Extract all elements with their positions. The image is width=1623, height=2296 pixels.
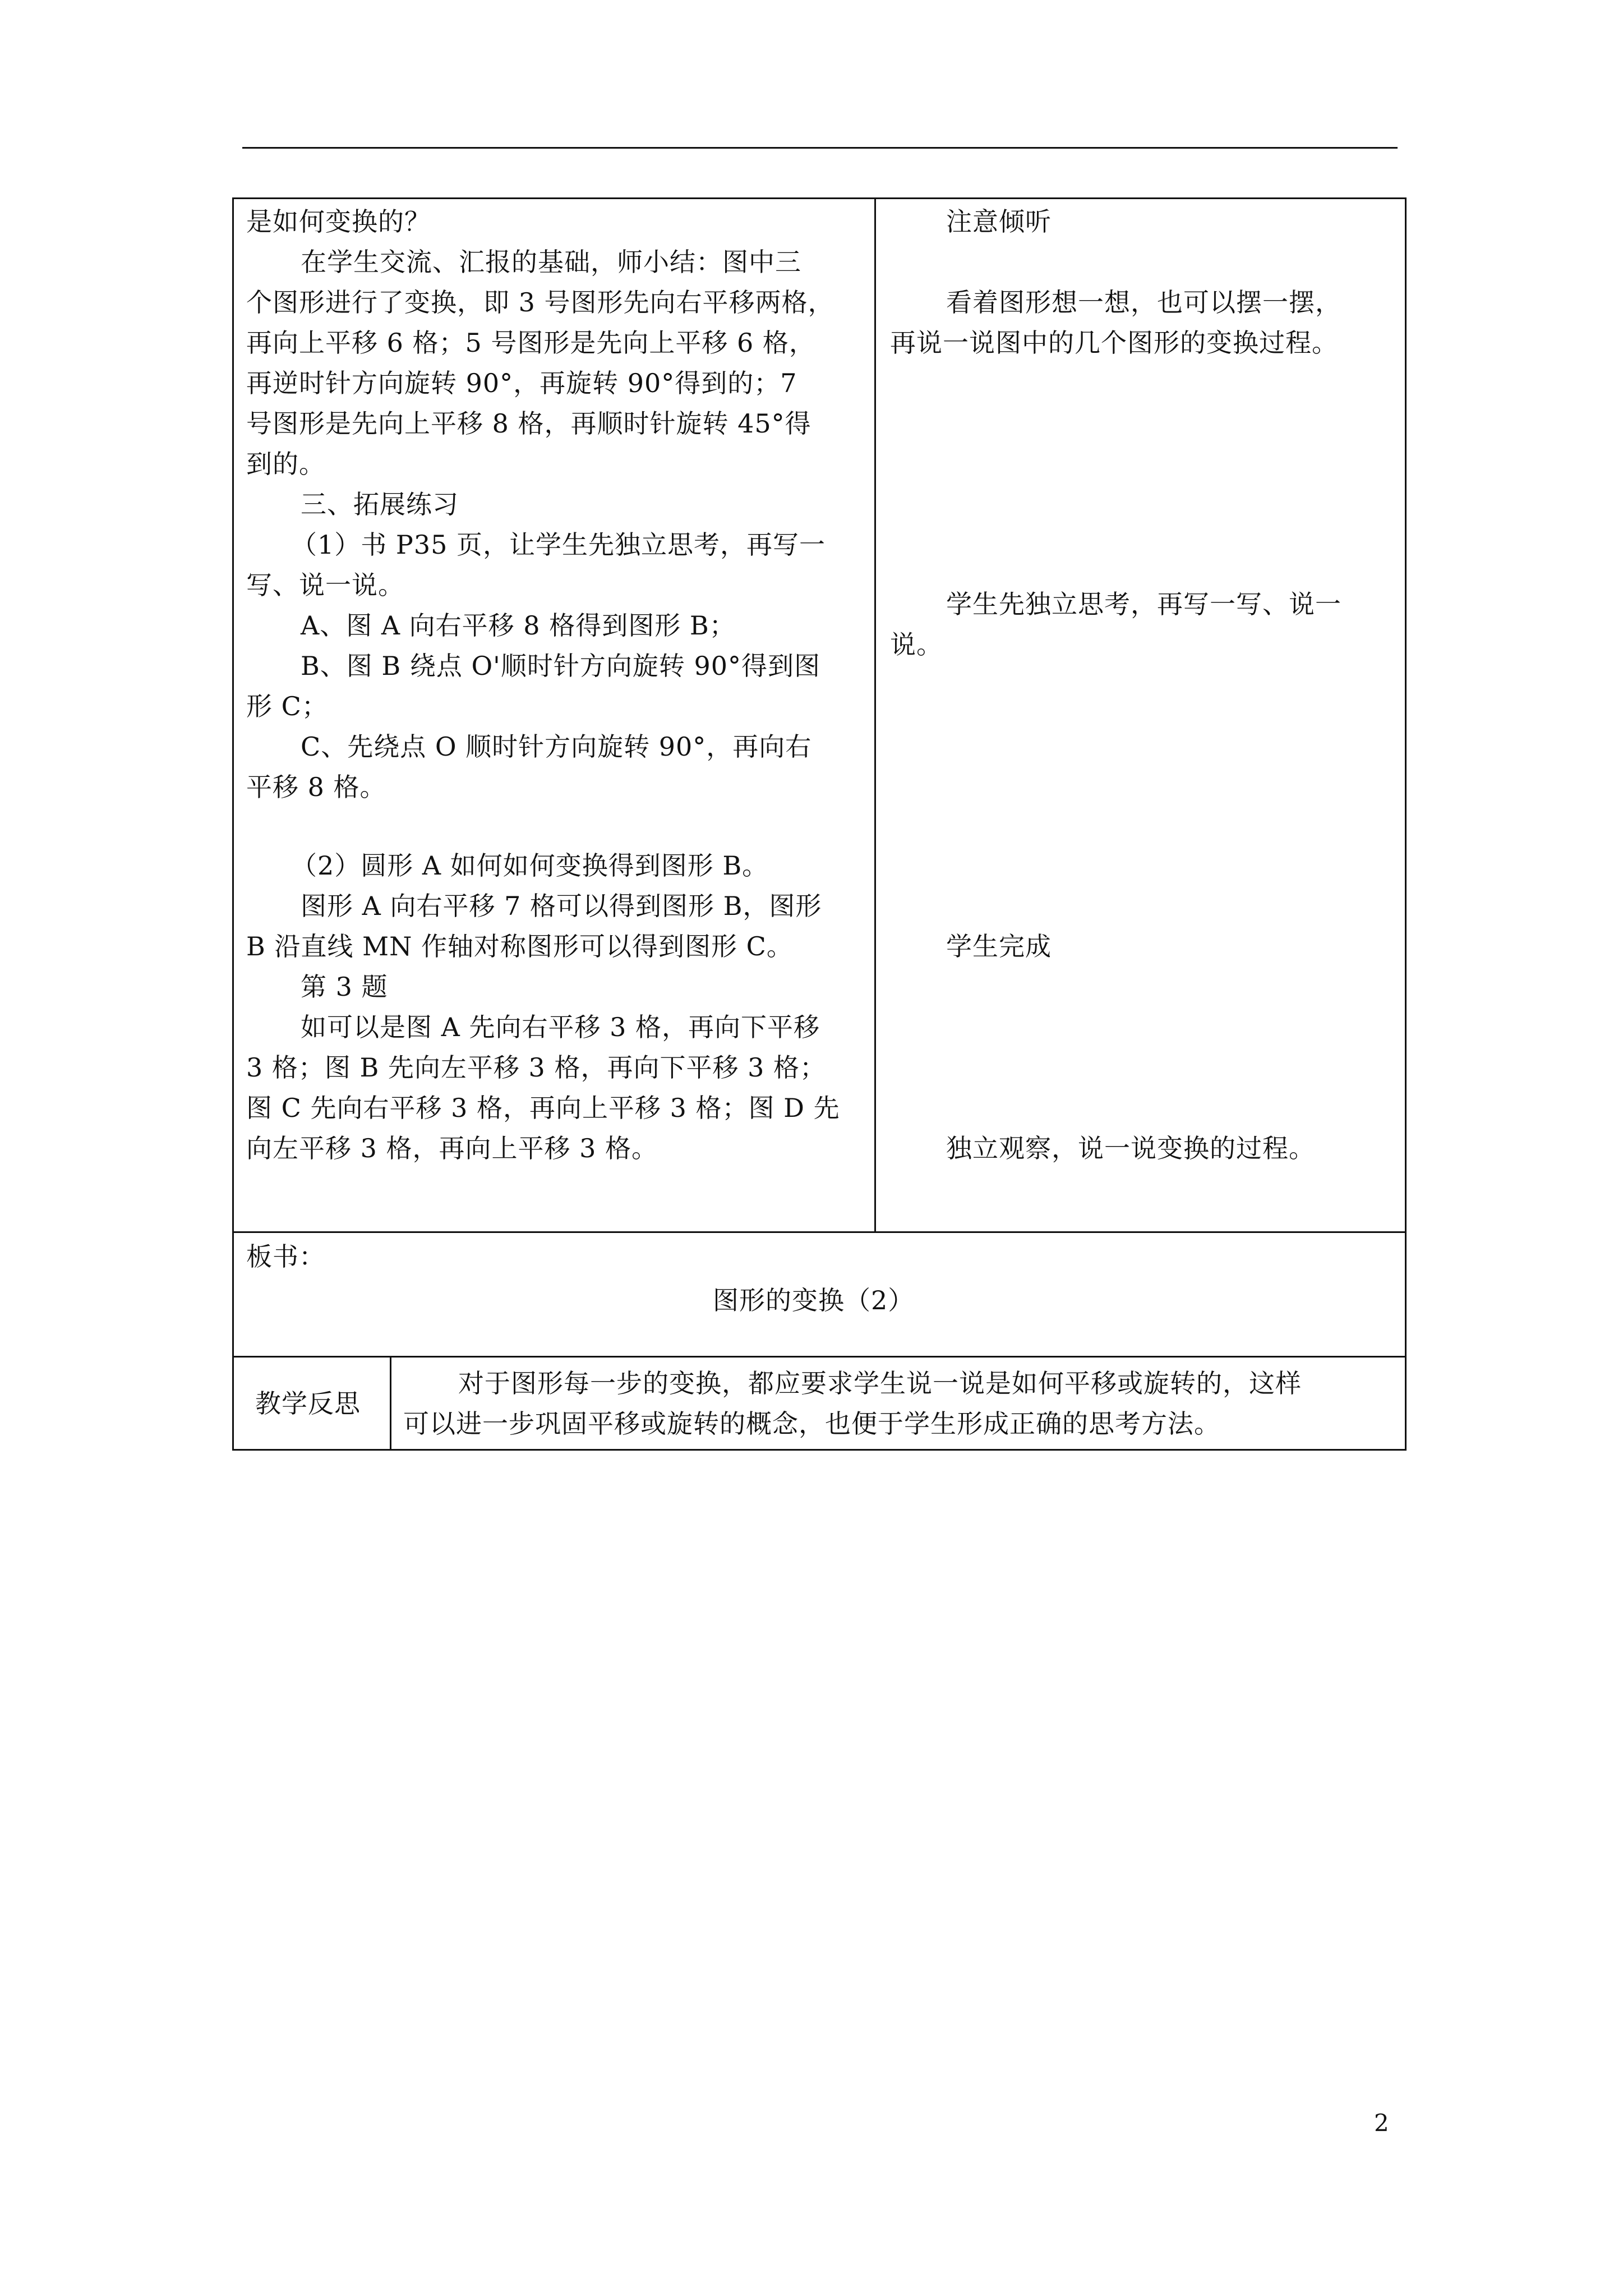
student-text-line: 学生完成 [946,931,1052,961]
board-writing-row [234,1233,1405,1358]
teacher-text-line: 形 C； [246,691,328,721]
teacher-text-line: 个图形进行了变换，即 3 号图形先向右平移两格， [246,287,834,318]
student-text-line: 注意倾听 [946,206,1052,237]
teacher-text-line: 再向上平移 6 格；5 号图形是先向上平移 6 格， [246,328,815,358]
board-title: 图形的变换（2） [713,1285,915,1315]
reflection-text-line: 对于图形每一步的变换，都应要求学生说一说是如何平移或旋转的，这样 [458,1368,1302,1398]
page-number: 2 [1374,2109,1389,2137]
teacher-text-line: 3 格；图 B 先向左平移 3 格，再向下平移 3 格； [246,1052,826,1083]
teacher-text-line: 平移 8 格。 [246,772,386,802]
teacher-text-line: 图形 A 向右平移 7 格可以得到图形 B，图形 [301,891,822,921]
reflection-row [234,1358,1405,1449]
header-rule [242,147,1398,149]
teacher-text-line: 如可以是图 A 先向右平移 3 格，再向下平移 [301,1012,820,1042]
teacher-text-line: 写、说一说。 [246,570,404,600]
teacher-text-line: 图 C 先向右平移 3 格，再向上平移 3 格；图 D 先 [246,1093,840,1123]
reflection-divider [390,1358,391,1449]
teacher-text-line: 向左平移 3 格，再向上平移 3 格。 [246,1133,658,1163]
section-heading: 三、拓展练习 [301,489,459,519]
student-text-line: 独立观察，说一说变换的过程。 [946,1133,1315,1163]
student-text-line: 再说一说图中的几个图形的变换过程。 [890,328,1338,358]
reflection-text-line: 可以进一步巩固平移或旋转的概念，也便于学生形成正确的思考方法。 [403,1409,1220,1439]
teacher-text-line: 第 3 题 [301,972,388,1002]
board-label: 板书： [246,1241,325,1272]
lesson-table [232,197,1407,1451]
student-text-line: 学生先独立思考，再写一写、说一 [946,589,1341,619]
reflection-label: 教学反思 [255,1388,361,1419]
teaching-process-row [234,199,1405,1233]
student-text-line: 看着图形想一想，也可以摆一摆， [946,287,1341,318]
teacher-text-line: B、图 B 绕点 O'顺时针方向旋转 90°得到图 [301,651,820,681]
teacher-text-line: 到的。 [246,449,325,479]
teacher-text-line: C、先绕点 O 顺时针方向旋转 90°，再向右 [301,731,812,762]
teacher-text-line: 在学生交流、汇报的基础，师小结：图中三 [301,247,801,277]
teacher-text-line: 是如何变换的？ [246,206,431,237]
teacher-text-line: （2）圆形 A 如何如何变换得到图形 B。 [291,850,769,881]
teacher-text-line: A、图 A 向右平移 8 格得到图形 B； [301,610,736,641]
column-divider [874,199,876,1231]
teacher-text-line: （1）书 P35 页，让学生先独立思考，再写一 [291,530,826,560]
teacher-text-line: 号图形是先向上平移 8 格，再顺时针旋转 45°得 [246,408,811,439]
teacher-text-line: 再逆时针方向旋转 90°，再旋转 90°得到的；7 [246,368,797,398]
teacher-text-line: B 沿直线 MN 作轴对称图形可以得到图形 C。 [246,931,793,961]
student-text-line: 说。 [890,629,943,660]
